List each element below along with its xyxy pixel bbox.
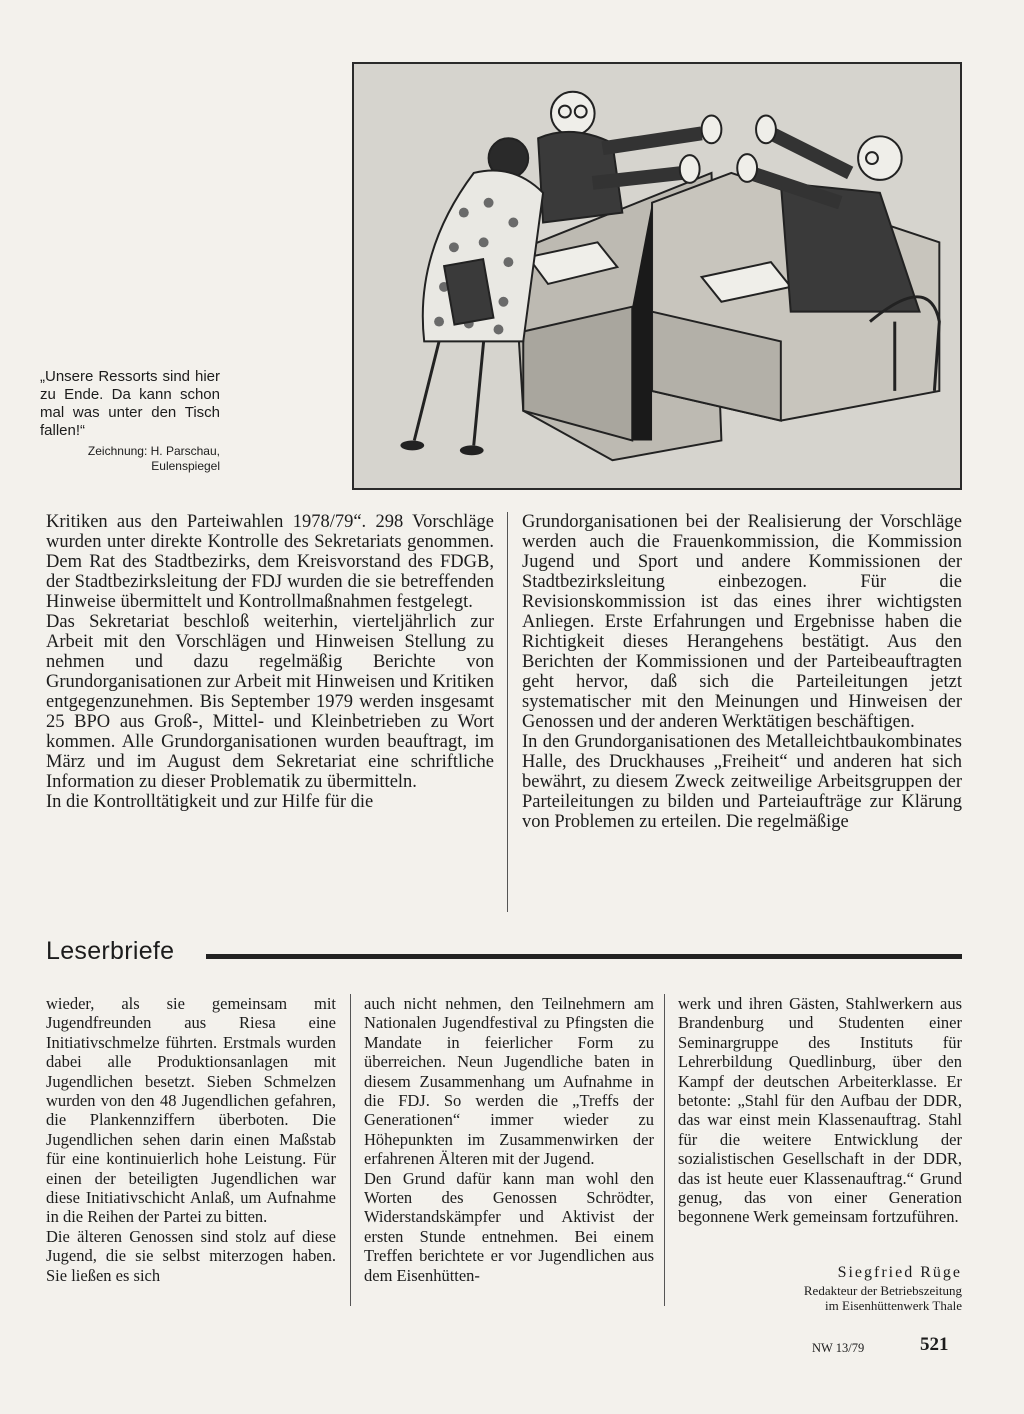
page-number: 521	[920, 1334, 949, 1355]
cartoon-drawing	[354, 64, 960, 488]
letter-signature	[700, 1263, 962, 1313]
article-paragraph: In den Grundorganisationen des Metalleichtbaukombinates Halle, des Druckhauses „Freiheit“ und anderen hat sich bewährt, zu diesem Zweck zeitweilige Arbeitsgruppen der Parteileitungen zu bilden und Parteiaufträge zur Klärung von Problemen zu erteilen. Die regelmäßige	[522, 732, 962, 832]
caption-quote: „Unsere Ressorts sind hier zu Ende. Da kann schon mal was unter den Tisch fallen!“	[40, 368, 220, 439]
letter-paragraph: Den Grund dafür kann man wohl den Worten des Genossen Schrödter, Widerstandskämpfer und Aktivist der ersten Stunde entnehmen. Bei einem Treffen berichtete er vor Jugendlichen aus dem Eisenhütten-	[364, 1168, 654, 1285]
issue-number: NW 13/79	[812, 1341, 865, 1355]
letter-column-3	[678, 994, 962, 1227]
article-column-left	[46, 512, 494, 812]
article-paragraph: Kritiken aus den Parteiwahlen 1978/79“. 298 Vorschläge wurden unter direkte Kontrolle des Sekretariats genommen. Dem Rat des Stadtbezirks, dem Kreisvorstand des FDGB, der Stadtbezirksleitung der FDJ wurden die sie betreffenden Hinweise übermittelt und Kontrollmaßnahmen festgelegt.	[46, 512, 494, 612]
article-paragraph: In die Kontrolltätigkeit und zur Hilfe für die	[46, 792, 374, 812]
letter-paragraph: Die älteren Genossen sind stolz auf diese Jugend, die sie selbst miterzogen haben. Sie ließen es sich	[46, 1226, 336, 1285]
letter-paragraph: werk und ihren Gästen, Stahlwerkern aus Brandenburg und Studenten einer Seminargruppe des Instituts für Lehrerbildung Quedlinburg, über den Kampf der deutschen Arbeiterklasse. Er betonte: „Stahl für den Aufbau der DDR, das war einst mein Klassenauftrag. Stahl für die weitere Entwicklung der sozialistischen Gesellschaft in der DDR, das ist heute euer Klassenauftrag.“ Grund genug, das von einer Generation begonnene Werk gemeinsam fortzuführen.	[678, 994, 962, 1227]
letter-column-2	[364, 994, 654, 1285]
section-title: Leserbriefe	[46, 937, 175, 965]
article-column-right	[522, 512, 962, 832]
heading-rule	[206, 954, 962, 959]
letter-column-1	[46, 994, 336, 1285]
letter-paragraph: wieder, als sie gemeinsam mit Jugendfreunden aus Riesa eine Initiativschmelze führten. Erstmals wurden dabei alle Produktionsanlagen mit Jugendlichen besetzt. Sieben Schmelzen wurden von den 48 Jugendlichen gefahren, die Plankennziffern überboten. Die Jugendlichen sehen darin einen Maßstab für eine kontinuierlich hohe Leistung. Für einen der beteiligten Jugendlichen war diese Initiativschicht Anlaß, um Aufnahme in die Reihen der Partei zu bitten.	[46, 994, 336, 1227]
article-paragraph: Grundorganisationen bei der Realisierung der Vorschläge werden auch die Frauenkommission, die Kommission Jugend und Sport und andere Kommissionen der Stadtbezirksleitung einbezogen. Für die Revisionskommission ist das eines ihrer wichtigsten Anliegen. Erste Erfahrungen und Ergebnisse haben die Richtigkeit dieses Herangehens bestätigt. Aus den Berichten der Kommissionen und der Parteibeauftragten geht hervor, daß sich die Parteileitungen jetzt systematischer mit den Meinungen und Hinweisen der Genossen und der anderen Werktätigen beschäftigen.	[522, 512, 962, 732]
caption-credit: Zeichnung: H. Parschau, Eulenspiegel	[87, 444, 220, 473]
cartoon-caption	[40, 368, 220, 474]
author-name: Siegfried Rüge	[837, 1264, 962, 1281]
author-role: Redakteur der Betriebszeitung im Eisenhüttenwerk Thale	[803, 1283, 962, 1313]
article-paragraph: Das Sekretariat beschloß weiterhin, vierteljährlich zur Arbeit mit den Vorschlägen und Hinweisen Stellung zu nehmen und dazu regelmäßig Berichte von Grundorganisationen zur Arbeit mit Hinweisen und Kritiken entgegenzunehmen. Bis September 1979 werden insgesamt 25 BPO aus Groß-, Mittel- und Kleinbetrieben zu Wort kommen. Alle Grundorganisationen wurden beauftragt, im März und im August dem Sekretariat eine schriftliche Information zu dieser Problematik zu übermitteln.	[46, 612, 494, 792]
column-divider	[507, 512, 508, 912]
cartoon-illustration	[352, 62, 962, 490]
column-divider	[664, 994, 665, 1306]
letter-paragraph: auch nicht nehmen, den Teilnehmern am Nationalen Jugendfestival zu Pfingsten die Mandate in feierlicher Form zu überreichen. Neun Jugendliche baten in diesem Zusammenhang um Aufnahme in die FDJ. So werden die „Treffs der Generationen“ immer wieder zu Höhepunkten im Zusammenwirken der erfahrenen Älteren mit der Jugend.	[364, 994, 654, 1169]
column-divider	[350, 994, 351, 1306]
